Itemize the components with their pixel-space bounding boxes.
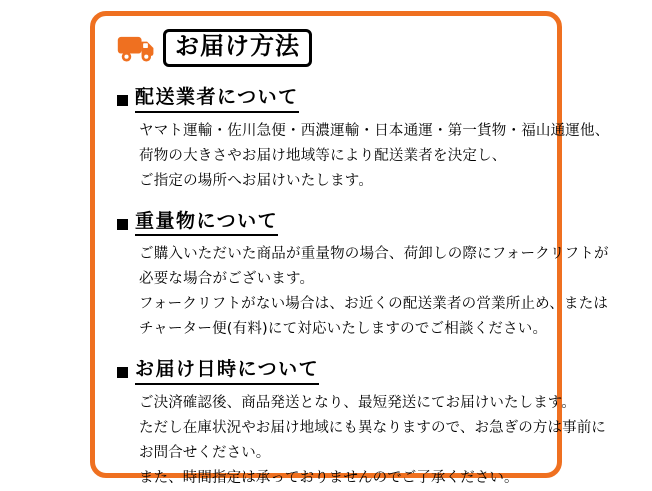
section-carrier	[117, 86, 610, 194]
body-line: フォークリフトがない場合は、お近くの配送業者の営業所止め、または	[139, 296, 609, 313]
section-delivery-datetime-head	[117, 358, 547, 385]
panel-title-row	[117, 26, 547, 70]
panel-inner	[109, 26, 610, 486]
body-line: また、時間指定は承っておりませんのでご了承ください。	[139, 469, 519, 486]
section-delivery-datetime	[117, 358, 606, 491]
body-line: 荷物の大きさやお届け地域等により配送業者を決定し、	[139, 147, 507, 164]
square-bullet-icon	[117, 367, 128, 378]
section-heavy-items	[117, 209, 609, 343]
body-line: ただし在庫状況やお届け地域にも異なりますので、お急ぎの方は事前に	[139, 419, 606, 436]
body-line: 必要な場合がございます。	[139, 271, 315, 288]
section-delivery-datetime-title: お届け日時について	[135, 358, 319, 385]
page-title: お届け方法	[175, 32, 300, 61]
body-line: チャーター便(有料)にて対応いたしますのでご相談ください。	[139, 321, 548, 338]
square-bullet-icon	[117, 219, 128, 230]
section-carrier-body	[139, 119, 610, 194]
delivery-truck-icon	[117, 32, 155, 64]
body-line: ご指定の場所へお届けいたします。	[139, 172, 374, 189]
square-bullet-icon	[117, 95, 128, 106]
body-line: お問合せください。	[139, 444, 271, 461]
section-carrier-head	[117, 86, 547, 113]
section-heavy-items-title: 重量物について	[135, 210, 278, 237]
body-line: ご決済確認後、商品発送となり、最短発送にてお届けいたします。	[139, 394, 576, 411]
delivery-method-panel	[90, 11, 610, 486]
section-heavy-items-head	[117, 210, 547, 237]
section-delivery-datetime-body	[139, 391, 606, 491]
section-heavy-items-body	[139, 242, 609, 342]
panel-title-box	[163, 29, 312, 67]
body-line: ヤマト運輸・佐川急便・西濃運輸・日本通運・第一貨物・福山通運他、	[139, 122, 610, 139]
body-line: ご購入いただいた商品が重量物の場合、荷卸しの際にフォークリフトが	[139, 246, 609, 263]
section-carrier-title: 配送業者について	[135, 86, 299, 113]
